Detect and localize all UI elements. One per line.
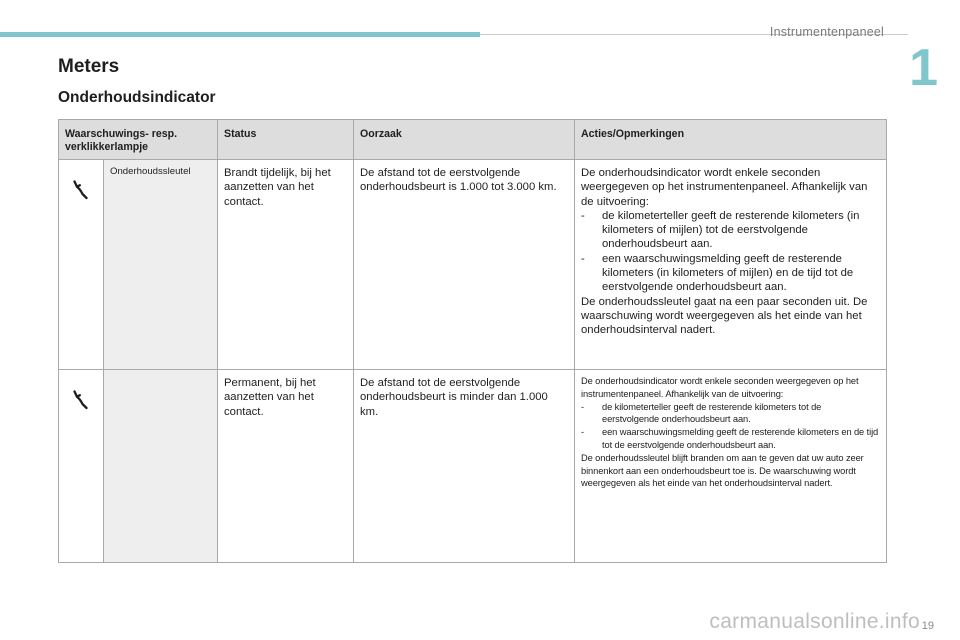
actions-outro: De onderhoudssleutel blijft branden om aan te geven dat uw auto zeer binnenkort aan een onderhoudsbeurt toe is. De waarschuwing wordt weergegeven als het einde van het onderhoudsinterval nadert. [581,452,864,489]
cause-cell: De afstand tot de eerstvolgende onderhoudsbeurt is 1.000 tot 3.000 km. [354,160,575,370]
status-cell: Permanent, bij het aanzetten van het contact. [218,370,354,563]
actions-bullet: - een waarschuwingsmelding geeft de resterende kilometers en de tijd tot de eerstvolgende onderhoudsbeurt aan. [581,426,880,452]
actions-cell [575,370,887,563]
page-number: 19 [921,620,934,632]
watermark: carmanualsonline.info [709,610,920,633]
actions-bullet: - de kilometerteller geeft de resterende kilometers (in kilometers of mijlen) tot de eerstvolgende onderhoudsbeurt aan. [581,209,880,252]
header-warning-lamp: Waarschuwings- resp. verklikkerlampje [59,120,218,160]
table-header-row [59,120,887,160]
table-row [59,160,887,370]
wrench-icon [73,180,89,200]
chapter-number: 1 [909,39,938,97]
actions-bullet: - een waarschuwingsmelding geeft de resterende kilometers (in kilometers of mijlen) en de tijd tot de eerstvolgende onderhoudsbeurt aan. [581,252,880,295]
actions-bullet: - de kilometerteller geeft de resterende kilometers tot de eerstvolgende onderhoudsbeurt aan. [581,401,880,427]
actions-intro: De onderhoudsindicator wordt enkele seconden weergegeven op het instrumentenpaneel. Afhankelijk van de uitvoering: [581,376,859,399]
header-actions: Acties/Opmerkingen [575,120,887,160]
lamp-name: Onderhoudssleutel [104,160,218,370]
wrench-icon [73,390,89,410]
header-status: Status [218,120,354,160]
actions-list [581,209,880,295]
actions-list [581,401,880,452]
lamp-cell [59,160,104,370]
page-title: Meters [58,56,120,77]
section-subtitle: Onderhoudsindicator [58,89,216,106]
actions-outro: De onderhoudssleutel gaat na een paar seconden uit. De waarschuwing wordt weergegeven als het einde van het onderhoudsinterval nadert. [581,295,868,337]
status-cell: Brandt tijdelijk, bij het aanzetten van het contact. [218,160,354,370]
header-accent-bar [0,32,480,37]
lamp-cell [59,370,104,563]
actions-cell [575,160,887,370]
lamp-name [104,370,218,563]
indicator-table [58,119,887,563]
header-cause: Oorzaak [354,120,575,160]
cause-cell: De afstand tot de eerstvolgende onderhoudsbeurt is minder dan 1.000 km. [354,370,575,563]
actions-intro: De onderhoudsindicator wordt enkele seconden weergegeven op het instrumentenpaneel. Afhankelijk van de uitvoering: [581,167,868,208]
section-label: Instrumentenpaneel [769,25,884,39]
table-row [59,370,887,563]
